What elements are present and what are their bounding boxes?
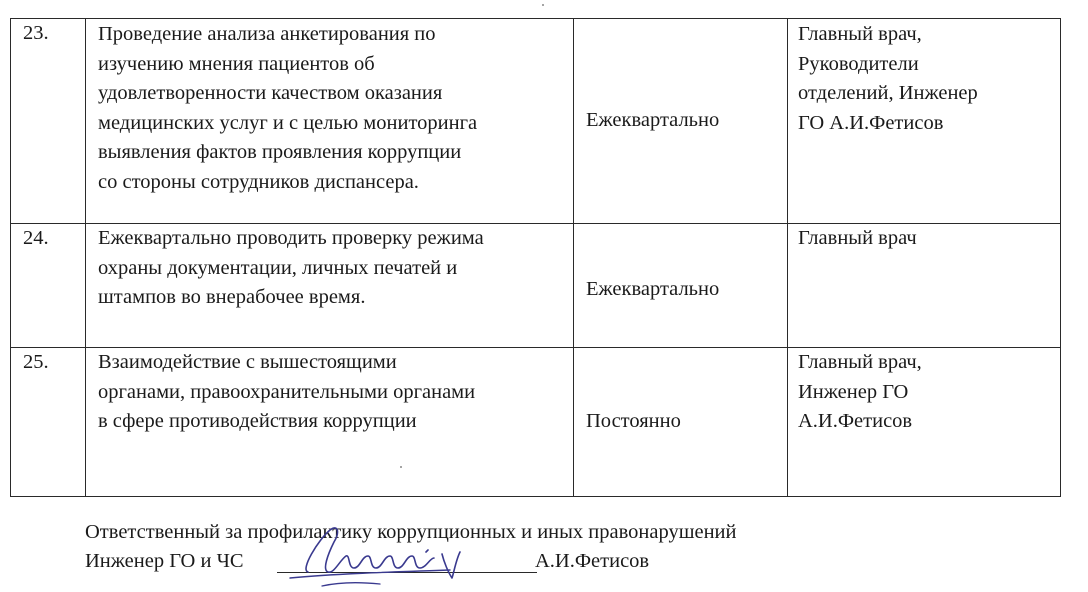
signer-name: А.И.Фетисов [535,550,650,572]
period-cell: Ежеквартально [574,19,788,224]
table-row [11,348,1061,497]
row-number: 24. [11,224,86,348]
position-label: Инженер ГО и ЧС [85,550,244,572]
responsible-caption: Ответственный за профилактику коррупционных и иных правонарушений [85,521,737,543]
plan-table [10,18,1061,497]
responsible-cell: Главный врач [788,224,1061,348]
handwritten-signature [230,512,490,592]
paper-speck [542,4,544,6]
table-row [11,224,1061,348]
period-cell: Постоянно [574,348,788,497]
measure-text: Взаимодействие с вышестоящими органами, правоохранительными органами в сфере противодействия коррупции [86,348,574,497]
measure-text: Проведение анализа анкетирования по изучению мнения пациентов об удовлетворенности качеством оказания медицинских услуг и с целью мониторинга выявления фактов проявления коррупции со стороны сотрудников диспансера. [86,19,574,224]
responsible-cell: Главный врач, Инженер ГО А.И.Фетисов [788,348,1061,497]
responsible-cell: Главный врач, Руководители отделений, Инженер ГО А.И.Фетисов [788,19,1061,224]
row-number: 23. [11,19,86,224]
row-number: 25. [11,348,86,497]
paper-speck [400,466,402,468]
measure-text: Ежеквартально проводить проверку режима охраны документации, личных печатей и штампов во внерабочее время. [86,224,574,348]
period-cell: Ежеквартально [574,224,788,348]
table-row [11,19,1061,224]
